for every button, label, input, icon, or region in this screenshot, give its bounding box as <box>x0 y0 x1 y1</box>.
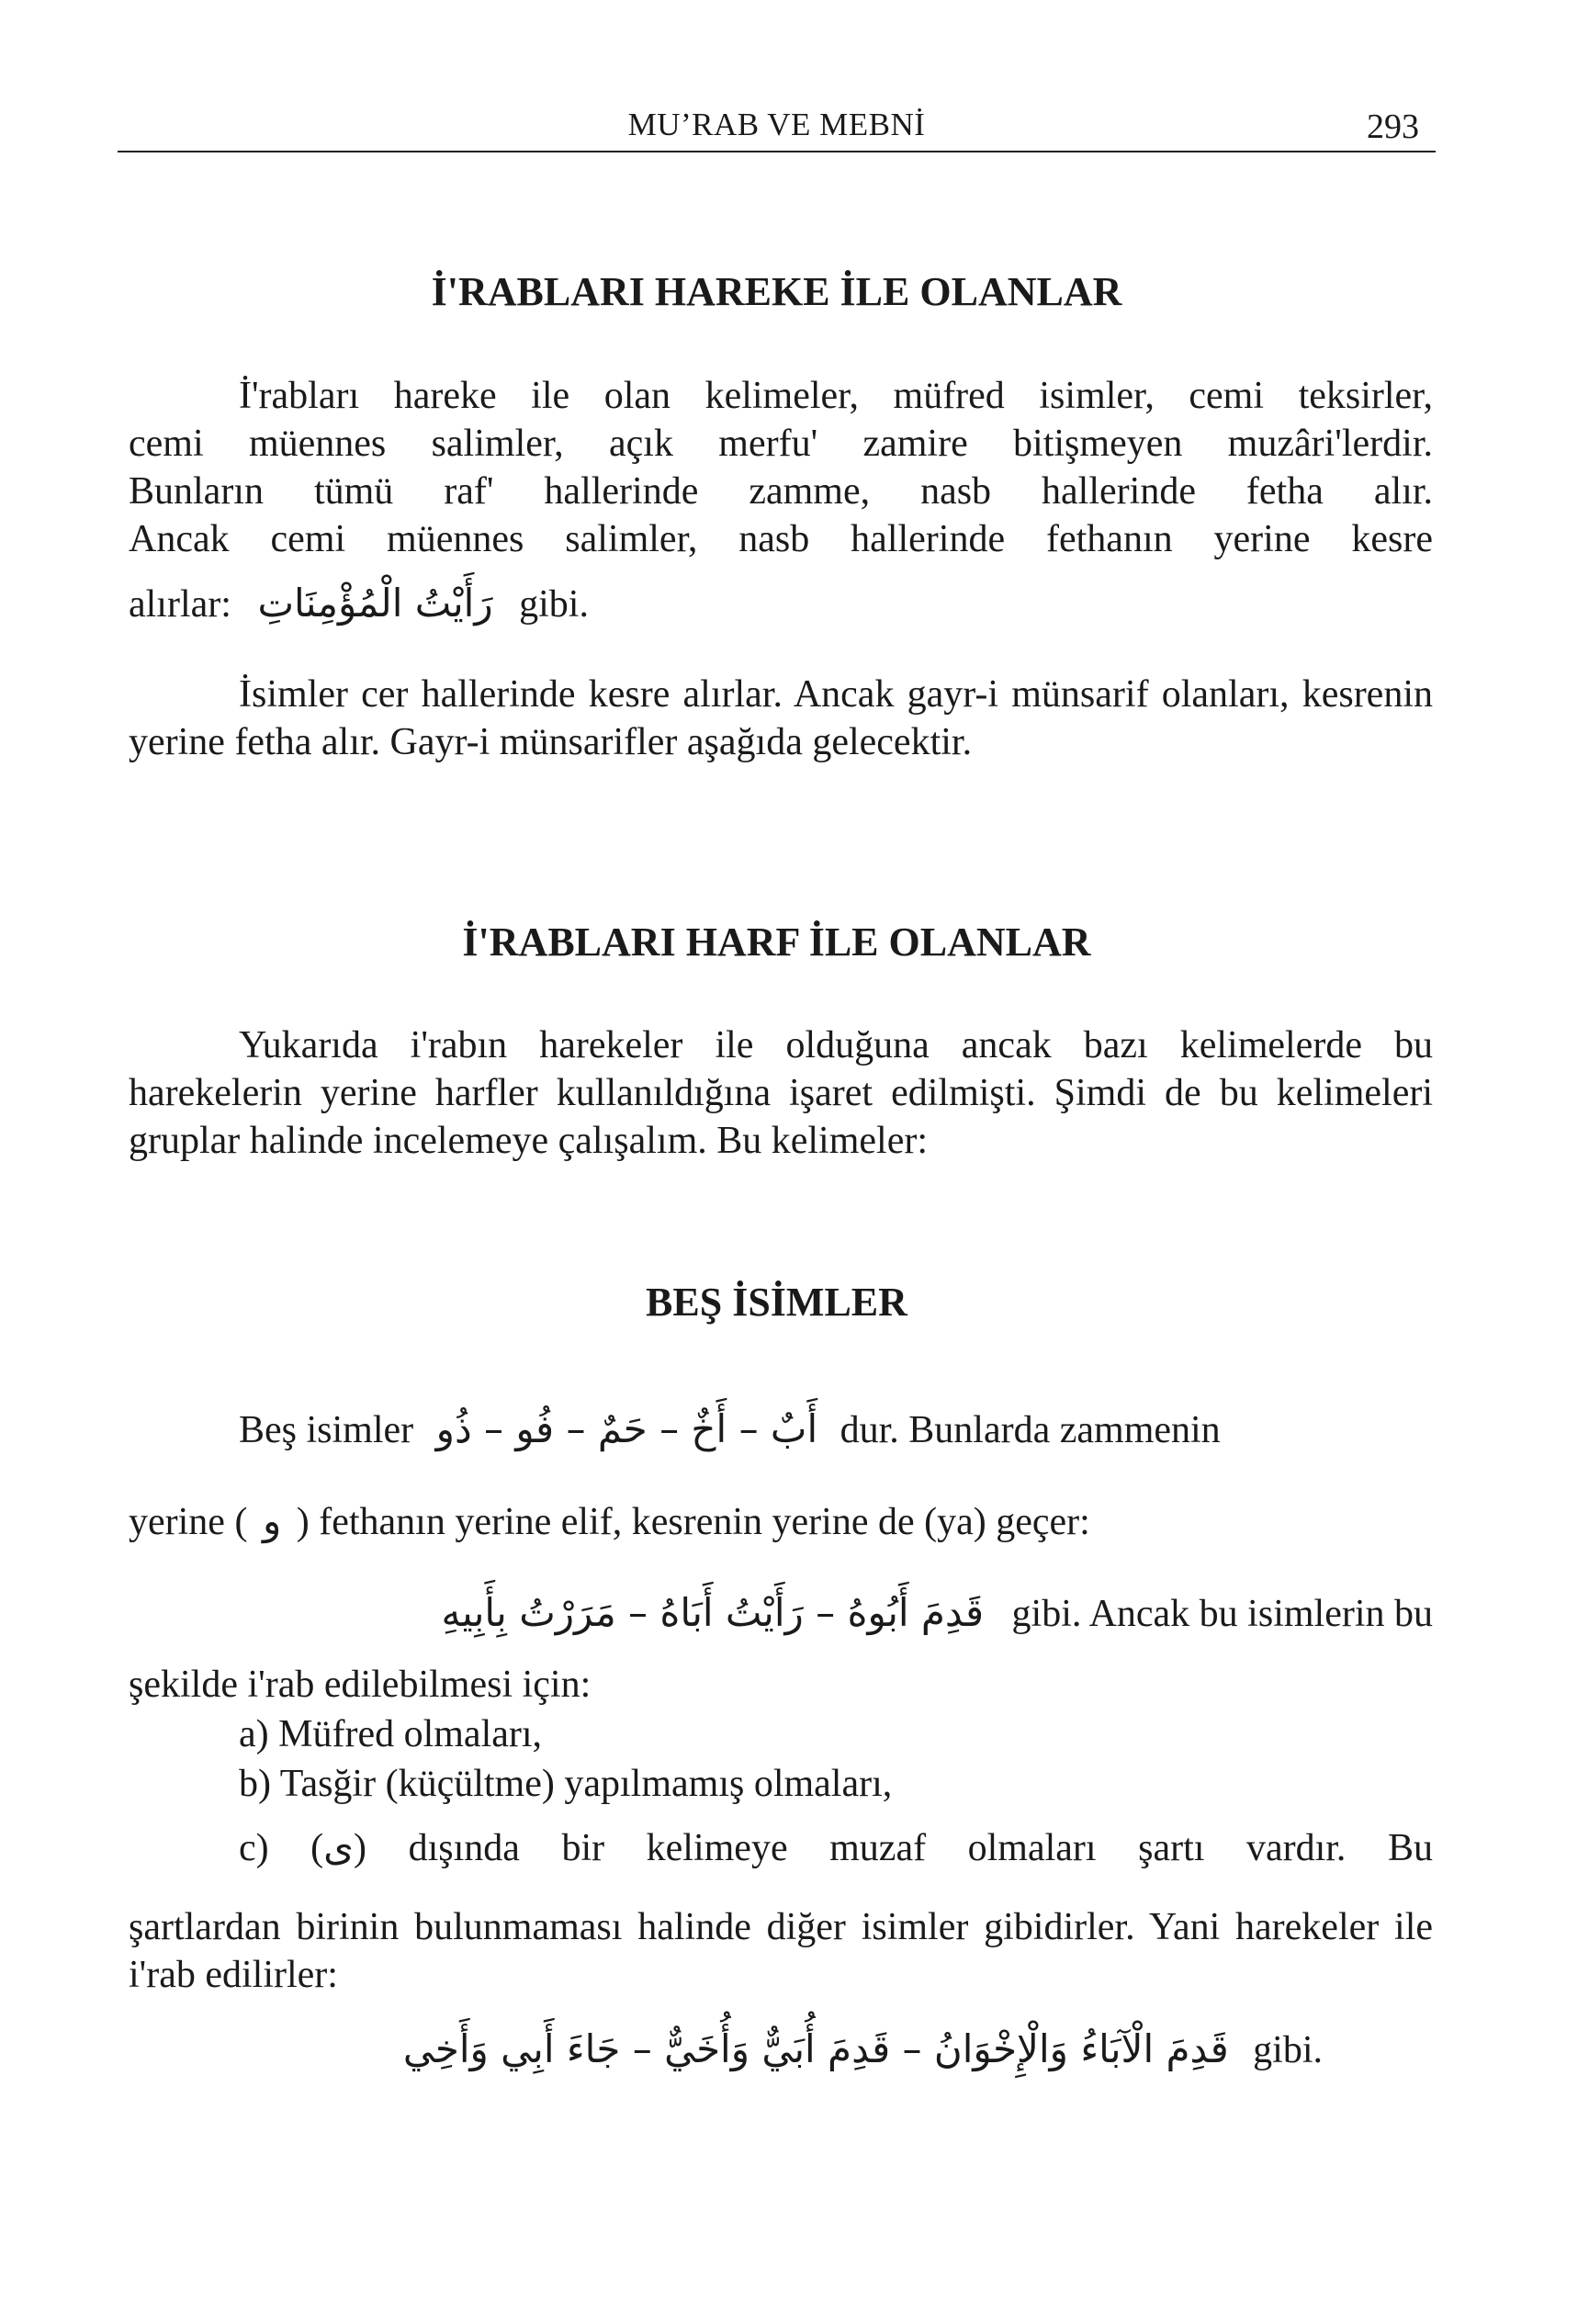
text-segment: gibi. <box>1253 2029 1323 2071</box>
paragraph-cer: İsimler cer hallerinde kesre alırlar. Ancak gayr-i münsarif olanları, kesrenin yerine fetha alır. Gayr-i münsarifler aşağıda gelecektir. <box>129 673 1433 763</box>
text-segment: Beş isimler <box>239 1409 414 1451</box>
arabic-letter-ya: ى <box>323 1824 355 1869</box>
section-heading-bes-isimler: BEŞ İSİMLER <box>646 1280 907 1325</box>
paragraph-line-yerine <box>129 1497 1433 1546</box>
running-header-title: MU’RAB VE MEBNİ <box>627 107 926 142</box>
paragraph-line-sekilde: şekilde i'rab edilebilmesi için: <box>129 1664 592 1706</box>
text-segment: gibi. Ancak bu isimlerin bu <box>1011 1593 1433 1635</box>
paragraph-line: Ancak cemi müennes salimler, nasb hallerinde fethanın yerine kesre <box>129 518 1433 560</box>
list-item: b) Tasğir (küçültme) yapılmamış olmaları, <box>239 1763 893 1805</box>
text-segment: dur. Bunlarda zammenin <box>840 1409 1221 1451</box>
section-heading-hareke: İ'RABLARI HAREKE İLE OLANLAR <box>431 269 1122 314</box>
paragraph-hareke <box>129 372 1433 628</box>
page-number: 293 <box>1367 107 1419 146</box>
arabic-five-nouns: أَبٌ – أَخٌ – حَمٌ – فُو – ذُو <box>435 1406 818 1451</box>
arabic-example: رَأَيْتُ الْمُؤْمِنَاتِ <box>257 581 493 626</box>
arabic-examples: قَدِمَ أَبُوهُ – رَأَيْتُ أَبَاهُ – مَرَرْتُ بِأَبِيهِ <box>441 1590 985 1635</box>
paragraph-line-with-arabic <box>129 580 1433 628</box>
text-segment: ) dışında bir kelimeye muzaf olmaları şartı vardır. Bu <box>354 1827 1433 1869</box>
paragraph-line: Bunların tümü raf' hallerinde zamme, nasb hallerinde fetha alır. <box>129 470 1433 513</box>
paragraph-line-examples <box>129 1589 1433 1638</box>
paragraph-harf: Yukarıda i'rabın harekeler ile olduğuna ancak bazı kelimelerde bu harekelerin yerine harfler kullanıldığına işaret edilmişti. Şimdi de bu kelimeleri gruplar halinde incelemeye çalışalım. Bu kelimeler: <box>129 1024 1433 1162</box>
arabic-letter-vav: و <box>262 1498 282 1543</box>
text-segment: c) ( <box>239 1827 324 1869</box>
list-item: a) Müfred olmaları, <box>239 1713 543 1755</box>
section-heading-harf: İ'RABLARI HARF İLE OLANLAR <box>462 919 1091 965</box>
paragraph-line-final-examples <box>129 2025 1433 2074</box>
arabic-final-examples: قَدِمَ الْآبَاءُ وَالْإِخْوَانُ – قَدِمَ أُبَيٌّ وَأُخَيٌّ – جَاءَ أَبِي وَأَخِي <box>402 2026 1229 2071</box>
paragraph-line: cemi müennes salimler, açık merfu' zamire bitişmeyen muzâri'lerdir. <box>129 423 1433 465</box>
text-segment: gibi. <box>519 583 589 626</box>
paragraph-sartlar: şartlardan birinin bulunmaması halinde diğer isimler gibidirler. Yani harekeler ile i'rab edilirler: <box>129 1906 1433 1996</box>
running-header <box>118 103 1436 152</box>
paragraph-line-bes-isimler <box>129 1405 1433 1454</box>
list-item-c <box>129 1823 1433 1872</box>
text-segment: yerine ( <box>129 1501 248 1543</box>
paragraph-line: İ'rabları hareke ile olan kelimeler, müfred isimler, cemi teksirler, <box>239 375 1433 417</box>
text-segment: ) fethanın yerine elif, kesrenin yerine de (ya) geçer: <box>296 1501 1090 1543</box>
text-segment: alırlar: <box>129 583 231 626</box>
